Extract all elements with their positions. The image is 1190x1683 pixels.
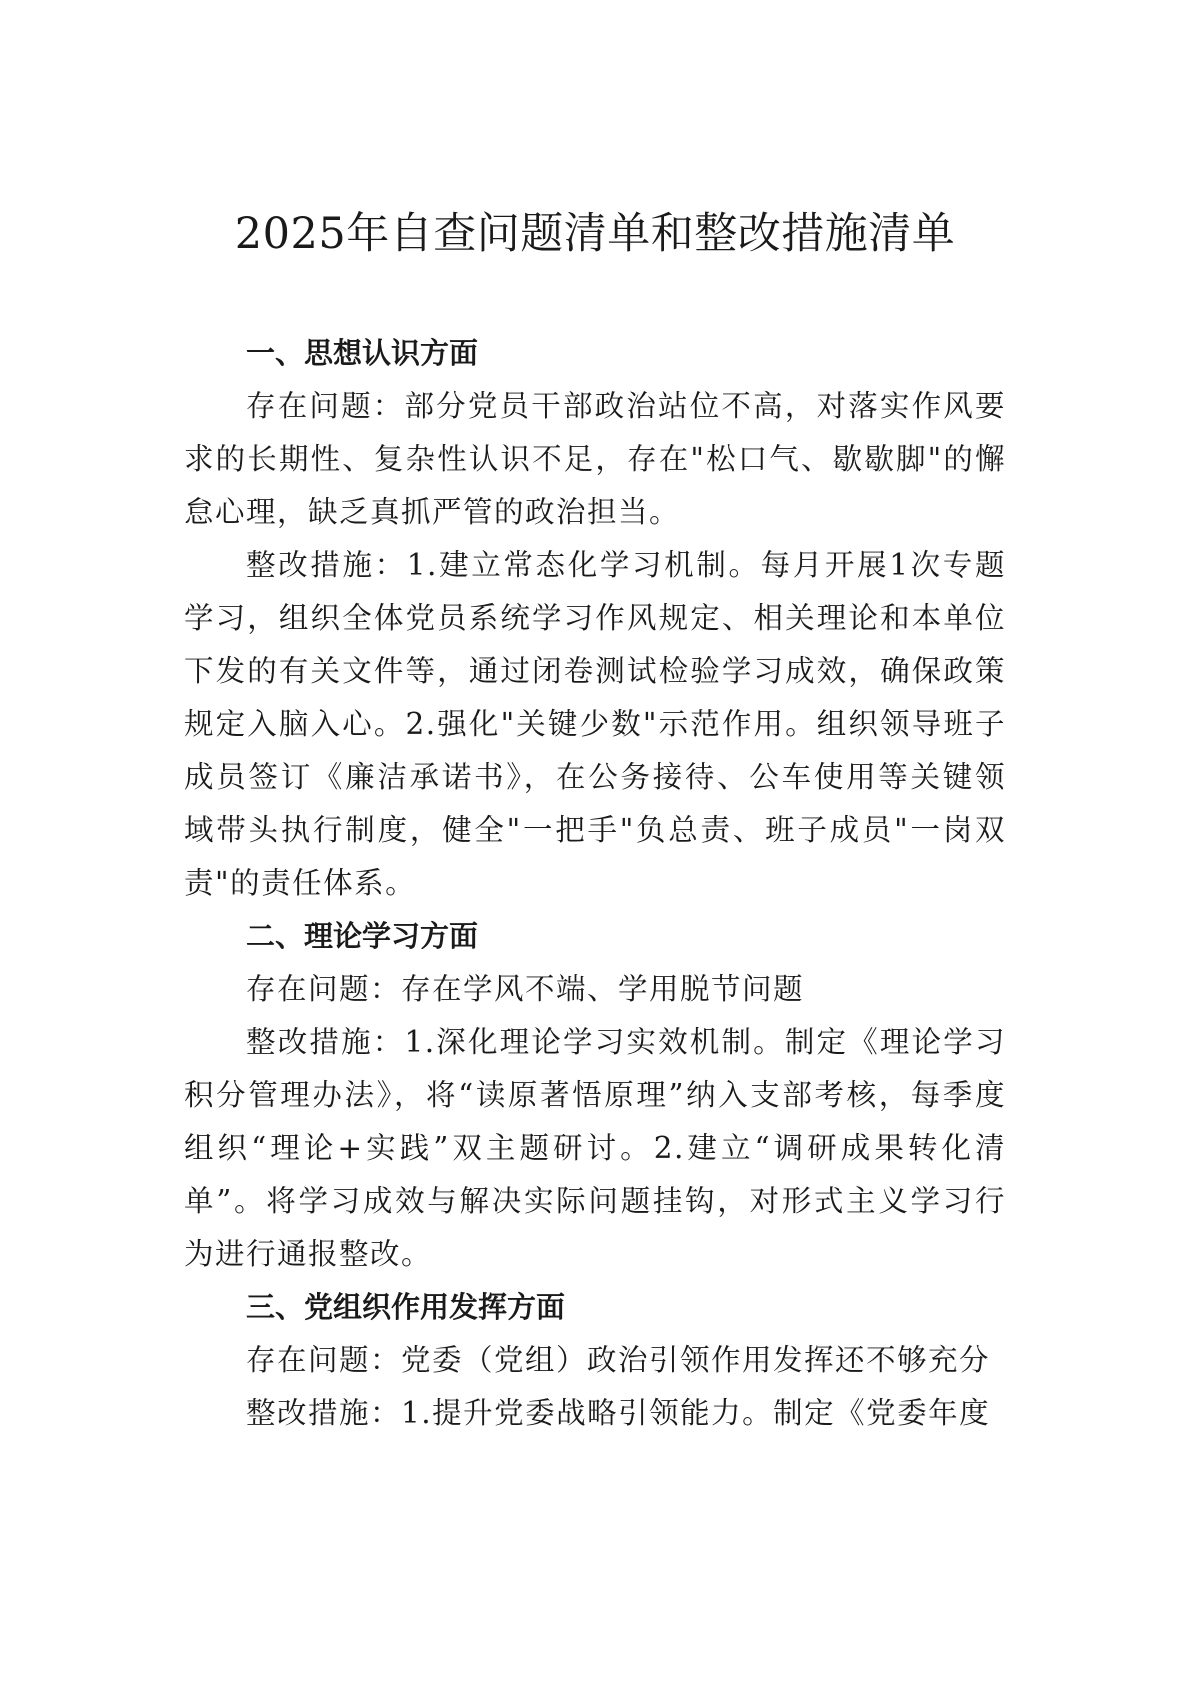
section-heading: 二、理论学习方面 [246,919,479,953]
document-body [184,327,1006,1440]
section-party-organization-role [184,1281,1006,1440]
document-page [184,0,1006,1683]
section-heading: 三、党组织作用发挥方面 [246,1290,566,1324]
document-title: 2025年自查问题清单和整改措施清单 [234,209,956,259]
section-ideological-understanding [184,327,1006,910]
problem-paragraph: 存在问题：存在学风不端、学用脱节问题 [246,972,805,1006]
measures-paragraph: 整改措施：1.深化理论学习实效机制。制定《理论学习积分管理办法》，将“读原著悟原理”纳入支部考核，每季度组织“理论+实践”双主题研讨。2.建立“调研成果转化清单”。将学习成效与解决实际问题挂钩，对形式主义学习行为进行通报整改。 [184,1025,1006,1271]
section-heading: 一、思想认识方面 [246,336,479,370]
section-theory-study [184,910,1006,1281]
measures-paragraph: 整改措施：1.提升党委战略引领能力。制定《党委年度 [246,1396,991,1430]
problem-paragraph: 存在问题：部分党员干部政治站位不高，对落实作风要求的长期性、复杂性认识不足，存在"松口气、歇歇脚"的懈怠心理，缺乏真抓严管的政治担当。 [184,389,1006,529]
problem-paragraph: 存在问题：党委（党组）政治引领作用发挥还不够充分 [246,1343,991,1377]
measures-paragraph: 整改措施：1.建立常态化学习机制。每月开展1次专题学习，组织全体党员系统学习作风规定、相关理论和本单位下发的有关文件等，通过闭卷测试检验学习成效，确保政策规定入脑入心。2.强化"关键少数"示范作用。组织领导班子成员签订《廉洁承诺书》，在公务接待、公车使用等关键领域带头执行制度，健全"一把手"负总责、班子成员"一岗双责"的责任体系。 [184,548,1006,900]
